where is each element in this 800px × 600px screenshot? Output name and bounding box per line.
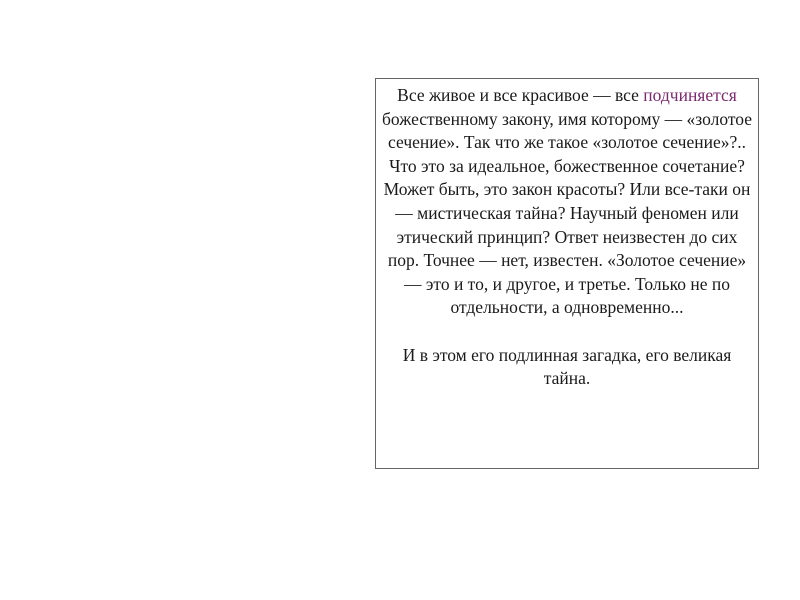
paragraph-conclusion: И в этом его подлинная загадка, его великая тайна. bbox=[402, 344, 732, 389]
paragraph-1-start: Все живое и все красивое — все bbox=[397, 85, 644, 105]
paragraph-golden-ratio bbox=[382, 84, 752, 320]
text-box bbox=[375, 78, 759, 469]
highlighted-word: подчиняется bbox=[643, 85, 737, 105]
paragraph-1-rest: божественному закону, имя которому — «золотое сечение». Так что же такое «золотое сечение»?.. Что это за идеальное, божественное сочетание? Может быть, это закон красоты? Или все-таки он — мистическая тайна? Научный феномен или этический принцип? Ответ неизвестен до сих пор. Точнее — нет, известен. «Золотое сечение» — это и то, и другое, и третье. Только не по отдельности, а одновременно... bbox=[382, 108, 753, 318]
